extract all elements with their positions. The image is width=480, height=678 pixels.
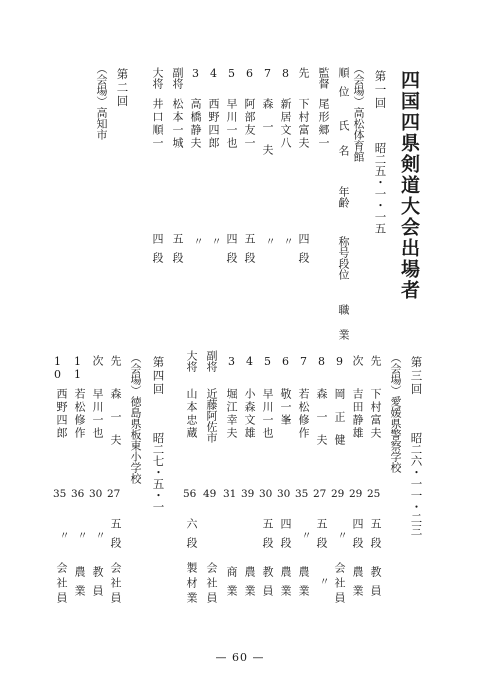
meet3-row-name: 吉田静雄 xyxy=(351,388,364,440)
meet4-row-dan: 〃 xyxy=(93,530,104,540)
meet3-row-name: 下村富夫 xyxy=(369,388,382,440)
meet3-row-job: 農業 xyxy=(279,566,292,604)
meet4-row-job: 会社員 xyxy=(55,562,68,607)
meet3-row-name: 岡正健 xyxy=(333,388,346,457)
meet4-row-pos: 次 xyxy=(91,355,104,366)
meet4-row-job: 農業 xyxy=(73,566,86,604)
meet3-row-pos: 6 xyxy=(279,355,292,368)
meet4-row-name: 森一夫 xyxy=(109,388,122,457)
meet1-header-job: 職業 xyxy=(337,304,350,354)
meet2-heading: 第二回 xyxy=(115,68,130,109)
meet3-row-pos: 5 xyxy=(261,355,274,368)
meet3-row-pos: 8 xyxy=(315,355,328,368)
page-title: 四国四県剣道大会出場者 xyxy=(398,70,420,301)
meet3-row-job: 農業 xyxy=(351,566,364,604)
meet4-row-age: 27 xyxy=(107,488,121,500)
meet3-row-age: 27 xyxy=(313,488,327,500)
meet4-row-job: 会社員 xyxy=(109,562,122,607)
meet3-row-age: 29 xyxy=(349,488,363,500)
meet3-row-name: 森一夫 xyxy=(315,388,328,457)
meet4-row-dan: 五段 xyxy=(109,518,122,556)
meet1-row-name: 早川一也 xyxy=(225,98,238,150)
meet4-row-age: 30 xyxy=(89,488,103,500)
meet3-row-pos: 副将 xyxy=(205,350,218,372)
meet4-row-job: 教員 xyxy=(91,566,104,604)
meet4-row-name: 西野四郎 xyxy=(55,388,68,440)
meet3-row-job: 製材業 xyxy=(185,562,198,607)
meet1-row-dan: 五段 xyxy=(243,233,256,271)
meet1-row-dan: 〃 xyxy=(209,236,220,246)
meet1-row-dan: 〃 xyxy=(191,236,202,246)
meet3-row-job: 教員 xyxy=(369,566,382,604)
meet3-row-age: 30 xyxy=(259,488,273,500)
meet3-row-age: 25 xyxy=(367,488,381,500)
meet1-row-pos: 大将 xyxy=(151,67,164,89)
meet3-row-dan: 五段 xyxy=(315,518,328,556)
meet3-row-age: 30 xyxy=(277,488,291,500)
meet3-row-age: 31 xyxy=(223,488,237,500)
meet1-row-dan: 〃 xyxy=(281,236,292,246)
meet1-row-name: 井口順一 xyxy=(151,98,164,150)
meet3-row-dan: 六段 xyxy=(185,518,198,556)
meet3-row-job: 会社員 xyxy=(333,562,346,607)
meet1-supervisor-name: 尾形郷一 xyxy=(317,98,330,150)
meet1-row-name: 高橋静夫 xyxy=(189,98,202,150)
meet3-row-dan: 四段 xyxy=(279,518,292,556)
meet4-row-dan: 〃 xyxy=(75,530,86,540)
meet1-row-pos: 3 xyxy=(189,67,202,80)
meet1-supervisor-label: 監督 xyxy=(317,67,330,89)
meet1-row-pos: 8 xyxy=(279,67,292,80)
meet3-row-job: 農業 xyxy=(243,566,256,604)
meet3-row-job: 会社員 xyxy=(205,562,218,607)
meet3-row-pos: 3 xyxy=(225,355,238,368)
meet3-row-job: 商業 xyxy=(225,566,238,604)
meet3-row-pos: 4 xyxy=(243,355,256,368)
meet3-row-age: 56 xyxy=(183,488,197,500)
meet1-row-dan: 〃 xyxy=(263,236,274,246)
meet3-row-pos: 大将 xyxy=(185,350,198,372)
meet3-row-job: 〃 xyxy=(317,576,328,586)
meet3-row-name: 若松修作 xyxy=(297,388,310,440)
meet1-header-name: 氏名 xyxy=(337,120,350,170)
meet4-heading: 第四回 xyxy=(151,356,166,397)
meet4-row-pos: 10 xyxy=(51,355,64,381)
meet1-row-dan: 四段 xyxy=(225,233,238,271)
meet4-row-pos: 11 xyxy=(71,355,84,381)
meet4-row-dan: 〃 xyxy=(57,530,68,540)
meet3-row-age: 49 xyxy=(203,488,217,500)
meet1-row-name: 森一夫 xyxy=(261,98,274,167)
meet1-row-pos: 5 xyxy=(225,67,238,80)
meet3-venue: （会場）愛媛県警察学校 xyxy=(389,352,402,473)
meet1-row-dan: 四段 xyxy=(151,233,164,271)
meet1-row-pos: 先 xyxy=(297,67,310,78)
meet3-row-age: 29 xyxy=(331,488,345,500)
meet3-row-dan: 五段 xyxy=(261,518,274,556)
meet3-row-pos: 次 xyxy=(351,355,364,366)
meet1-header-dan: 称号段位 xyxy=(337,236,350,280)
meet1-header-rank: 順位 xyxy=(337,67,350,105)
meet1-heading: 第一回 xyxy=(373,70,388,111)
meet3-row-job: 農業 xyxy=(297,566,310,604)
meet3-row-name: 山本忠蔵 xyxy=(185,388,198,440)
meet3-row-age: 39 xyxy=(241,488,255,500)
meet3-row-dan: 四段 xyxy=(351,518,364,556)
meet3-row-name: 堀江幸夫 xyxy=(225,388,238,440)
meet3-row-dan: 五段 xyxy=(369,518,382,556)
meet1-row-pos: 4 xyxy=(207,67,220,80)
meet3-row-name: 小森文雄 xyxy=(243,388,256,440)
meet1-row-name: 阿部友一 xyxy=(243,98,256,150)
meet3-row-name: 近藤阿佐市 xyxy=(205,388,218,443)
meet3-row-pos: 9 xyxy=(333,355,346,368)
meet1-row-dan: 五段 xyxy=(171,233,184,271)
meet1-row-pos: 副将 xyxy=(171,67,184,89)
meet2-venue: （会場）高知市 xyxy=(95,63,108,140)
meet1-row-name: 下村富夫 xyxy=(297,98,310,150)
meet3-row-pos: 7 xyxy=(297,355,310,368)
meet3-row-dan: 〃 xyxy=(299,530,310,540)
meet3-row-age: 35 xyxy=(295,488,309,500)
meet4-row-age: 36 xyxy=(71,488,85,500)
page-number: — 60 — xyxy=(215,651,265,664)
meet3-date: 昭二六・一一・二三 xyxy=(409,432,424,536)
meet3-row-name: 敬一峯 xyxy=(279,388,292,427)
meet1-row-name: 西野四郎 xyxy=(207,98,220,150)
meet4-row-name: 早川一也 xyxy=(91,388,104,440)
meet4-row-pos: 先 xyxy=(109,355,122,366)
meet3-row-job: 教員 xyxy=(261,566,274,604)
meet3-heading: 第三回 xyxy=(409,356,424,397)
meet1-venue: （会場）高松体育館 xyxy=(352,63,365,162)
meet3-row-dan: 〃 xyxy=(335,530,346,540)
meet4-date: 昭二七・五・一 xyxy=(151,432,166,513)
meet4-row-name: 若松修作 xyxy=(73,388,86,440)
meet1-row-name: 松本一城 xyxy=(171,98,184,150)
meet1-row-dan: 四段 xyxy=(297,233,310,271)
meet1-header-age: 年齢 xyxy=(337,186,350,208)
meet4-row-age: 35 xyxy=(53,488,67,500)
meet1-row-pos: 7 xyxy=(261,67,274,80)
meet1-date: 昭二五・一・一五 xyxy=(373,142,388,234)
meet3-row-name: 早川一也 xyxy=(261,388,274,440)
meet1-row-pos: 6 xyxy=(243,67,256,80)
meet3-row-pos: 先 xyxy=(369,355,382,366)
meet1-row-name: 新居文八 xyxy=(279,98,292,150)
meet4-venue: （会場）徳島県板東小学校 xyxy=(129,352,142,484)
